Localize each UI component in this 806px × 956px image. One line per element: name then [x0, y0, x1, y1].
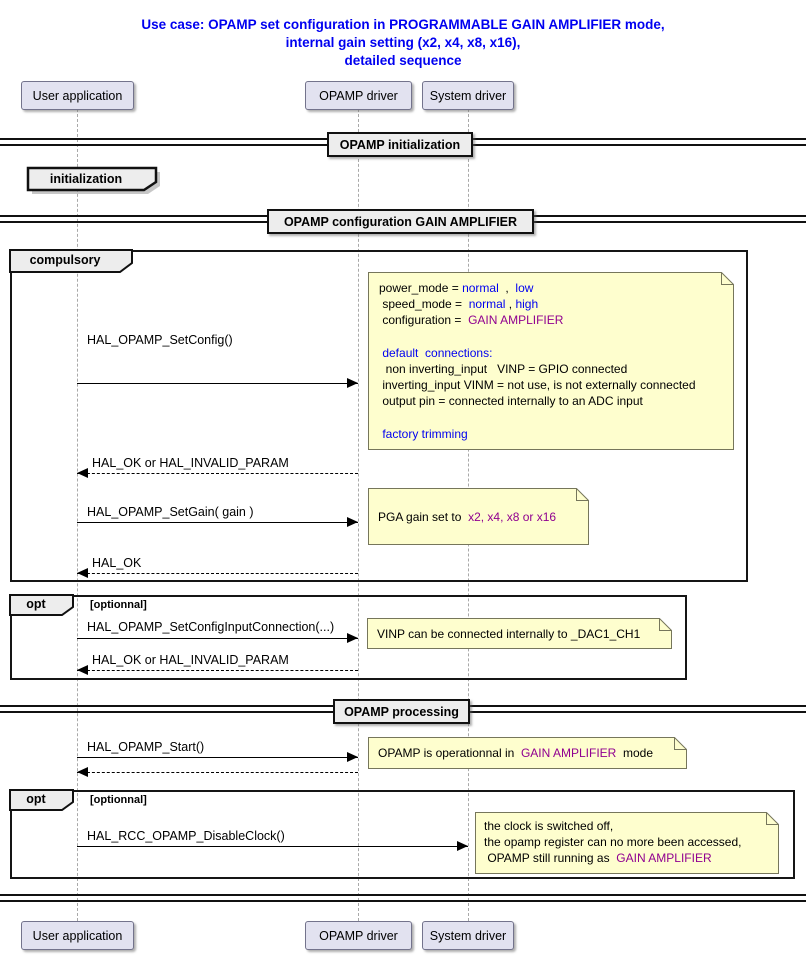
divider-opamp-configuration [267, 209, 534, 234]
participant-label: OPAMP driver [319, 928, 398, 943]
participant-opamp-driver-top [305, 81, 412, 110]
message-set-input-connection-label: HAL_OPAMP_SetConfigInputConnection(...) [87, 620, 335, 634]
note-fold-icon [674, 737, 687, 750]
participant-label: User application [32, 928, 123, 943]
note-line: configuration = GAIN AMPLIFIER [379, 313, 564, 328]
message-start-label: HAL_OPAMP_Start() [87, 740, 205, 754]
note-line: OPAMP is operationnal in GAIN AMPLIFIER mode [378, 746, 654, 760]
divider-opamp-initialization [327, 132, 473, 157]
note-line: the opamp register can no more been accessed, [484, 835, 742, 850]
divider-line [0, 894, 806, 896]
note-vinp-connection [367, 618, 672, 649]
message-return-set-config-label: HAL_OK or HAL_INVALID_PARAM [92, 456, 289, 470]
arrowhead-left [77, 568, 88, 578]
arrowhead-left [77, 767, 88, 777]
diagram-title-line-1: Use case: OPAMP set configuration in PROGRAMMABLE GAIN AMPLIFIER mode, [141, 17, 665, 32]
arrowhead-right [347, 378, 358, 388]
participant-system-driver-top [422, 81, 514, 110]
message-return-set-input-connection-arrow [77, 670, 358, 671]
message-return-set-gain-arrow [77, 573, 358, 574]
message-set-gain-label: HAL_OPAMP_SetGain( gain ) [87, 505, 254, 519]
message-set-config-arrow [77, 383, 358, 384]
note-line: default connections: [379, 345, 493, 360]
note-clock-off [475, 812, 779, 874]
divider-label: OPAMP configuration GAIN AMPLIFIER [283, 214, 518, 229]
group-opt-2-label: opt [26, 792, 46, 806]
diagram-title-line-3: detailed sequence [344, 53, 462, 68]
note-line: output pin = connected internally to an ADC input [379, 394, 643, 409]
note-line: VINP can be connected internally to _DAC1_CH1 [377, 626, 641, 641]
message-set-config-label: HAL_OPAMP_SetConfig() [87, 333, 233, 347]
message-start-arrow [77, 757, 358, 758]
group-opt-2-condition: [optionnal] [90, 794, 147, 806]
participant-label: User application [32, 88, 123, 103]
message-return-start-arrow [77, 772, 358, 773]
note-pga-gain [368, 488, 589, 545]
arrowhead-right [347, 633, 358, 643]
diagram-title-line-2: internal gain setting (x2, x4, x8, x16), [285, 35, 521, 50]
note-line: inverting_input VINM = not use, is not externally connected [379, 378, 696, 393]
participant-label: OPAMP driver [319, 88, 398, 103]
note-line: non inverting_input VINP = GPIO connected [379, 361, 628, 376]
group-opt-1-label: opt [26, 597, 46, 611]
note-line: OPAMP still running as GAIN AMPLIFIER [484, 851, 712, 866]
participant-system-driver-bottom [422, 921, 514, 950]
note-line: factory trimming [379, 426, 468, 441]
divider-label: OPAMP initialization [339, 137, 461, 152]
note-blank-line [379, 410, 723, 426]
participant-label: System driver [429, 928, 507, 943]
note-line: the clock is switched off, [484, 819, 614, 833]
note-config-defaults [368, 272, 734, 450]
participant-user-application-top [21, 81, 134, 110]
note-fold-icon [659, 618, 672, 631]
note-operational [368, 737, 687, 769]
message-return-set-gain-label: HAL_OK [92, 556, 142, 570]
message-return-set-config-arrow [77, 473, 358, 474]
arrowhead-right [347, 752, 358, 762]
note-line: PGA gain set to x2, x4, x8 or x16 [378, 509, 557, 524]
divider-line [0, 900, 806, 902]
message-return-set-input-connection-label: HAL_OK or HAL_INVALID_PARAM [92, 653, 289, 667]
group-opt-1-condition: [optionnal] [90, 599, 147, 611]
note-line: speed_mode = normal , high [379, 297, 539, 312]
note-fold-icon [576, 488, 589, 501]
message-disable-clock-arrow [77, 846, 468, 847]
arrowhead-left [77, 665, 88, 675]
divider-label: OPAMP processing [344, 704, 459, 719]
arrowhead-right [457, 841, 468, 851]
divider-opamp-processing [333, 699, 470, 724]
initialization-tab-label: initialization [49, 172, 123, 186]
message-disable-clock-label: HAL_RCC_OPAMP_DisableClock() [87, 829, 285, 843]
message-set-gain-arrow [77, 522, 358, 523]
arrowhead-right [347, 517, 358, 527]
arrowhead-left [77, 468, 88, 478]
group-compulsory-label: compulsory [29, 253, 101, 267]
participant-label: System driver [429, 88, 507, 103]
note-blank-line [379, 329, 723, 345]
participant-opamp-driver-bottom [305, 921, 412, 950]
note-line: power_mode = normal , low [379, 281, 534, 295]
participant-user-application-bottom [21, 921, 134, 950]
message-set-input-connection-arrow [77, 638, 358, 639]
